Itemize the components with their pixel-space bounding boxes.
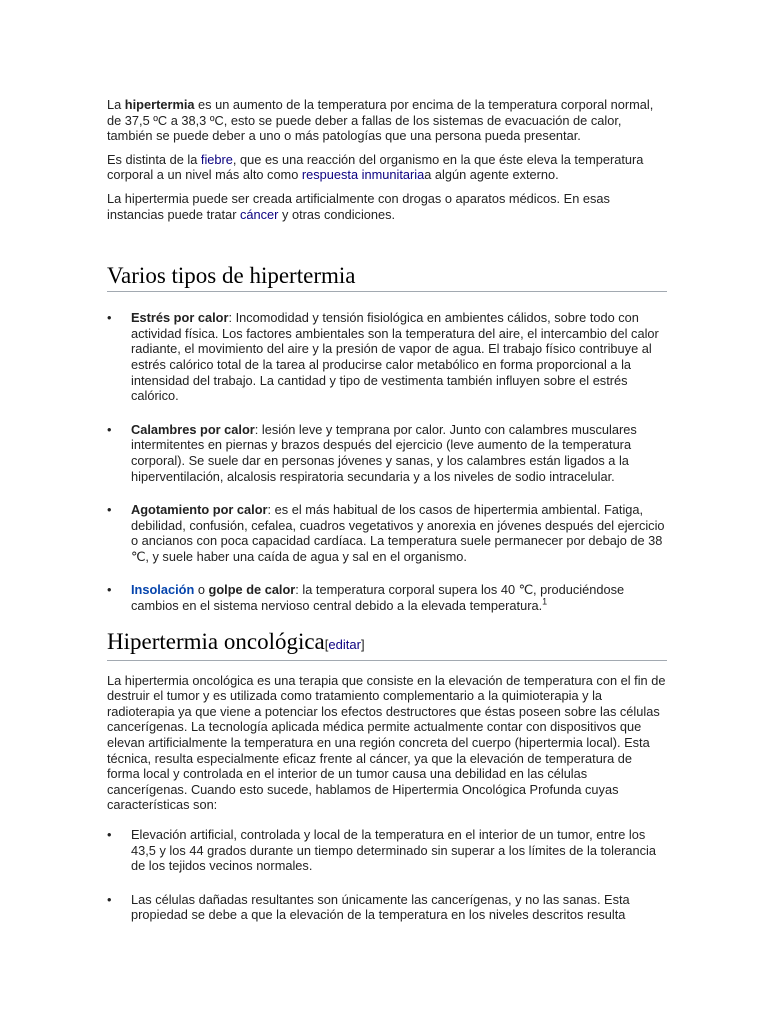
- term-bold: Calambres por calor: [131, 421, 255, 437]
- edit-link[interactable]: editar: [328, 636, 361, 652]
- link-insolacion[interactable]: [131, 582, 194, 597]
- text: es un aumento de la temperatura por encima de la temperatura corporal normal, de 37,5 ºC a 38,3 ºC, esto se puede deber a fallas de los sistemas de evacuación de calor, también se puede deber a uno o más patologías que una persona pueda presentar.: [107, 97, 654, 144]
- text: y otras condiciones.: [278, 206, 396, 222]
- list-item: [107, 582, 667, 613]
- text: : lesión leve y temprana por calor. Junto con calambres musculares intermitentes en piernas y brazos después del ejercicio (leve aumento de la temperatura corporal). Se suele dar en personas jóvenes y sanas, y los calambres están ligados a la hiperventilación, alcalosis respiratoria secundaria y a los niveles de sodio intracelular.: [131, 421, 637, 484]
- term-bold: Estrés por calor: [131, 310, 229, 326]
- link-fiebre[interactable]: fiebre: [200, 151, 233, 167]
- list-item: [107, 422, 667, 484]
- text: La: [107, 97, 125, 112]
- list-item: • Las células dañadas resultantes son únicamente las cancerígenas, y no las sanas. Esta propiedad se debe a que la elevación de la temperatura en los niveles descritos resulta: [107, 892, 667, 923]
- edit-section: [325, 637, 365, 652]
- oncologica-paragraph: La hipertermia oncológica es una terapia que consiste en la elevación de temperatura con el fin de destruir el tumor y es utilizada como tratamiento complementario a la quimioterapia y la radioterapia ya que viene a potenciar los efectos destructores que éstas poseen sobre las células cancerígenas. La tecnología aplicada médica permite actualmente contar con dispositivos que elevan artificialmente la temperatura en una región concreta del cuerpo (hipertermia local). Esta técnica, resulta especialmente eficaz frente al cáncer, ya que la elevación de temperatura de forma local y controlada en el interior de un tumor causa una debilidad en las células cancerígenas. Cuando esto sucede, hablamos de Hipertermia Oncológica Profunda cuyas características son:: [107, 672, 666, 813]
- link-cancer[interactable]: cáncer: [240, 206, 279, 222]
- text: La hipertermia puede ser creada artificialmente con drogas o aparatos médicos. En esas instancias puede tratar: [107, 190, 610, 222]
- text: , que es una reacción del organismo en la que éste eleva la temperatura corporal a un nivel más alto como: [107, 151, 644, 183]
- text: Es distinta de la: [107, 151, 201, 167]
- article-body: [107, 97, 667, 941]
- text: : Incomodidad y tensión fisiológica en ambientes cálidos, sobre todo con actividad física. Los factores ambientales son la temperatura del aire, el intercambio del calor radiante, el movimiento del aire y la presión de vapor de agua. El trabajo físico contribuye al estrés calórico total de la tarea al producirse calor metabólico en forma proporcional a la intensidad del trabajo. La cantidad y tipo de vestimenta también influyen sobre el estrés calórico.: [131, 310, 659, 404]
- text: o: [194, 582, 209, 598]
- section-heading-tipos: Varios tipos de hipertermia: [107, 262, 667, 292]
- list-item: • Elevación artificial, controlada y local de la temperatura en el interior de un tumor, entre los 43,5 y los 44 grados durante un tiempo determinado sin superar a los límites de la tolerancia de los tejidos vecinos normales.: [107, 827, 667, 874]
- bracket: [: [324, 636, 329, 652]
- text: : es el más habitual de los casos de hipertermia ambiental. Fatiga, debilidad, confusión, cefalea, cuadros vegetativos y anorexia en jóvenes después del ejercicio o ancianos con poca capacidad cardíaca. La temperatura suele permanecer por debajo de 38 ℃, y suele haber una caída de agua y sal en el organismo.: [131, 502, 665, 564]
- intro-paragraph-2: [107, 152, 667, 183]
- link-respuesta-inmunitaria[interactable]: respuesta inmunitaria: [301, 167, 425, 183]
- bracket: ]: [360, 636, 365, 652]
- hyperthermia-types-list: [107, 310, 667, 614]
- term-bold: hipertermia: [124, 97, 195, 112]
- reference-link[interactable]: 1: [542, 596, 548, 607]
- term-bold: golpe de calor: [208, 582, 296, 598]
- list-item: [107, 310, 667, 404]
- text: : la temperatura corporal supera los 40 ℃, produciéndose cambios en el sistema nervioso central debido a la elevada temperatura.: [131, 582, 625, 614]
- list-item: [107, 502, 667, 564]
- intro-paragraph-1: [107, 97, 667, 144]
- section-heading-oncologica: [107, 628, 667, 661]
- heading-text: Hipertermia oncológica: [107, 628, 325, 654]
- text: a algún agente externo.: [424, 167, 559, 183]
- term-bold: Insolación: [131, 582, 195, 598]
- oncologica-features-list: [107, 827, 667, 923]
- term-bold: Agotamiento por calor: [131, 502, 268, 518]
- intro-paragraph-3: [107, 191, 667, 222]
